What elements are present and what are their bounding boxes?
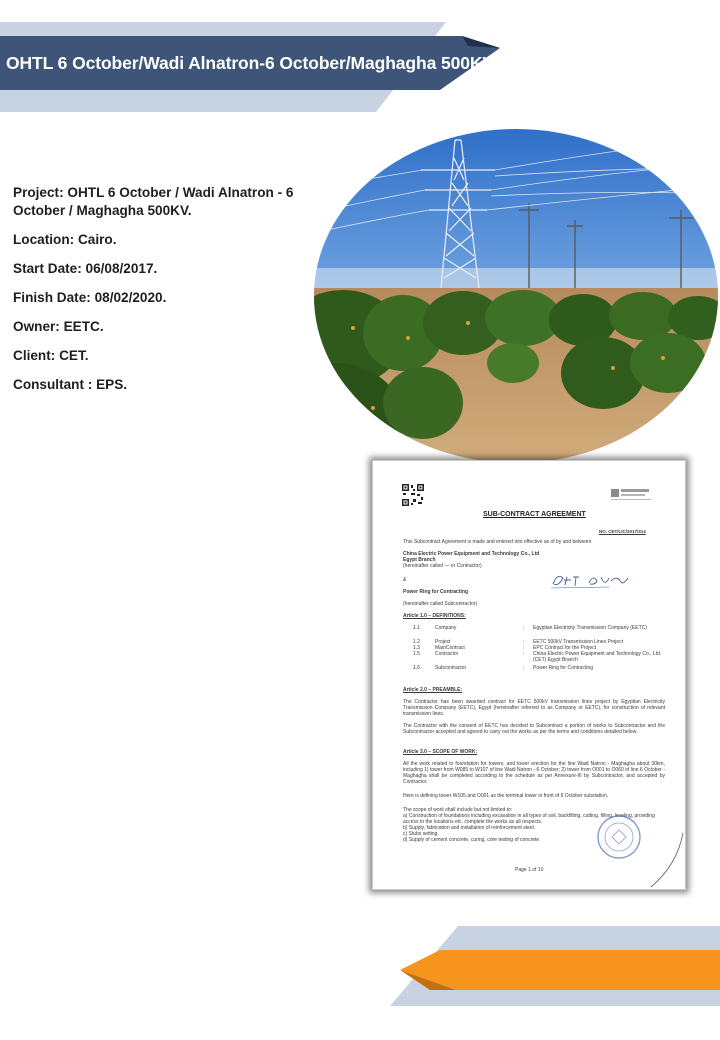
project-finish-date: Finish Date: 08/02/2020.	[13, 290, 167, 305]
contract-amp: &	[403, 577, 407, 583]
definition-num: 1.3	[413, 645, 420, 651]
definition-num: 1.1	[413, 625, 420, 631]
company-stamp-icon	[595, 813, 643, 861]
definition-term: Project	[435, 639, 451, 645]
project-start-date: Start Date: 06/08/2017.	[13, 261, 158, 276]
contract-scope-3: The scope of work shall include but not limited to:	[403, 807, 513, 813]
contract-scope-item: b) Supply, fabrication and installation of reinforcement steel.	[403, 825, 536, 831]
handwritten-signature-icon	[549, 569, 633, 591]
definition-term: Subcontractor	[435, 665, 467, 671]
contract-intro: This Subcontract Agreement is made and entered into effective as of by and between	[403, 539, 592, 545]
definition-term: MainContract	[435, 645, 465, 651]
company-logo-icon	[611, 487, 651, 501]
definition-value: EPC Contract for the Project	[533, 645, 597, 651]
definition-value: Power Ring for Contracting	[533, 665, 594, 671]
definition-term: Contractor	[435, 651, 459, 657]
project-name: Project: OHTL 6 October / Wadi Alnatron - 6 October / Maghagha 500KV.	[13, 185, 294, 218]
definition-term: Company	[435, 625, 457, 631]
contract-page-number: Page 1 of 10	[515, 867, 544, 873]
contract-scope-item: d) Supply of cement concrete, curing, core testing of concrete	[403, 837, 540, 843]
footer-orange-stripe	[400, 950, 720, 990]
contract-document: SUB-CONTRACT AGREEMENT NO. CET/LIC/2017/314 This Subcontract Agreement is made and entered into effective as of by and between China Electric Power Equipment and Technology Co., Ltd Egypt Branch (hereinafter called — or Contractor) & Power Ring for Contracting (hereinafter called Subcontractor) Article 1.0 – DEFINITIONS: 1.1 Company : Egyptian Electricity Transmission Company (EETC) 1.2 Project : EETC 500kV Transmission Lines Project 1.3 MainContract : EPC Contract for the Project 1.5 Contractor : China Electric Power Equipment and Technology Co., Ltd. (CET) Egypt Branch 1.6 Subcontractor : Power Ring for Contracting Article 2.0 – PREAMBLE: The Contractor has been awarded contract for EETC 500kV transmission lines project by Egyptian Electricity Transmission Company (EETC), Egypt (hereinafter referred to as Company or EETC), for construction of relevant transmission lines. The Contractor with the consent of EETC has decided to Subcontract a portion of works to Subcontractor and the Subcontractor accepted and agreed to carry out the works as per the terms and conditions detailed below. Article 3.0 – SCOPE OF WORK: All the work related to foundation for towers, and tower erection for the line Wadi Natron - Maghagha about 30km, including 1) tower from W085 to W107 of line Wadi Natron - 6 October; 2) tower from O001 to O060 of line 6 October - Maghagha shall be completed according to the schedule as per Annexure-III by Subcontractor, and accepted by Contractor. Here is defining tower W105 and O001 as the terminal tower in front of 6 October substation. The scope of work shall include but not limited to: a) Construction of foundations including excavation in all types of soil, backfilling, cutting, filling, leveling, providing access to the locations etc. complete the works as all respects. b) Supply, fabrication and installation of reinforcement steel. c) Stubs setting. d) Supply of cement concrete, curing, core testing of concrete Page 1 of 10	[372, 460, 686, 890]
page-title: OHTL 6 October/Wadi Alnatron-6 October/Maghagha 500KV.	[6, 53, 498, 73]
definition-value: EETC 500kV Transmission Lines Project	[533, 639, 624, 645]
page-curl-icon	[643, 833, 685, 889]
definition-value: Egyptian Electricity Transmission Company (EETC)	[533, 625, 647, 631]
contract-preamble-1: The Contractor has been awarded contract for EETC 500kV transmission lines project by Egyptian Electricity Transmission Company (EETC), Egypt (hereinafter referred to as Company or EETC), for construction of relevant transmission lines.	[403, 699, 665, 717]
project-consultant: Consultant : EPS.	[13, 377, 128, 392]
definition-num: 1.2	[413, 639, 420, 645]
contract-heading: SUB-CONTRACT AGREEMENT	[483, 511, 586, 518]
contract-article2: Article 2.0 – PREAMBLE:	[403, 687, 463, 693]
project-owner: Owner: EETC.	[13, 319, 104, 334]
qr-code-icon	[401, 483, 425, 507]
contract-party1-branch: Egypt Branch	[403, 557, 436, 563]
contract-party2-called: (hereinafter called Subcontractor)	[403, 601, 478, 607]
contract-scope-1: All the work related to foundation for towers, and tower erection for the line Wadi Natron - Maghagha about 30km, including 1) tower from W085 to W107 of line Wadi Natron - 6 October; 2) tower from O001 to O060 of line 6 October - Maghagha shall be completed according to the schedule as per Annexure-III by Subcontractor, and accepted by Contractor.	[403, 761, 665, 785]
definition-value: China Electric Power Equipment and Technology Co., Ltd. (CET) Egypt Branch	[533, 651, 662, 663]
project-client: Client: CET.	[13, 348, 89, 363]
project-photo	[313, 128, 719, 464]
contract-scope-item: c) Stubs setting.	[403, 831, 439, 837]
contract-scope-item: a) Construction of foundations including excavation in all types of soil, backfilling, cutting, filling, leveling, providing access to the locations etc. complete the works as all respects.	[403, 813, 655, 825]
contract-article3: Article 3.0 – SCOPE OF WORK:	[403, 749, 478, 755]
contract-party2-name: Power Ring for Contracting	[403, 589, 468, 595]
contract-article1: Article 1.0 – DEFINITIONS:	[403, 613, 466, 619]
contract-party1-called: (hereinafter called — or Contractor)	[403, 563, 482, 569]
contract-ref-no: NO. CET/LIC/2017/314	[599, 529, 646, 534]
contract-scope-2: Here is defining tower W105 and O001 as the terminal tower in front of 6 October substation.	[403, 793, 609, 799]
project-info	[13, 184, 313, 405]
footer-decor	[380, 920, 720, 1010]
definition-num: 1.5	[413, 651, 420, 657]
definition-num: 1.6	[413, 665, 420, 671]
project-location: Location: Cairo.	[13, 232, 117, 247]
contract-party1-name: China Electric Power Equipment and Technology Co., Ltd	[403, 551, 540, 557]
contract-preamble-2: The Contractor with the consent of EETC has decided to Subcontract a portion of works to Subcontractor and the Subcontractor accepted and agreed to carry out the works as per the terms and conditions detailed below.	[403, 723, 665, 735]
